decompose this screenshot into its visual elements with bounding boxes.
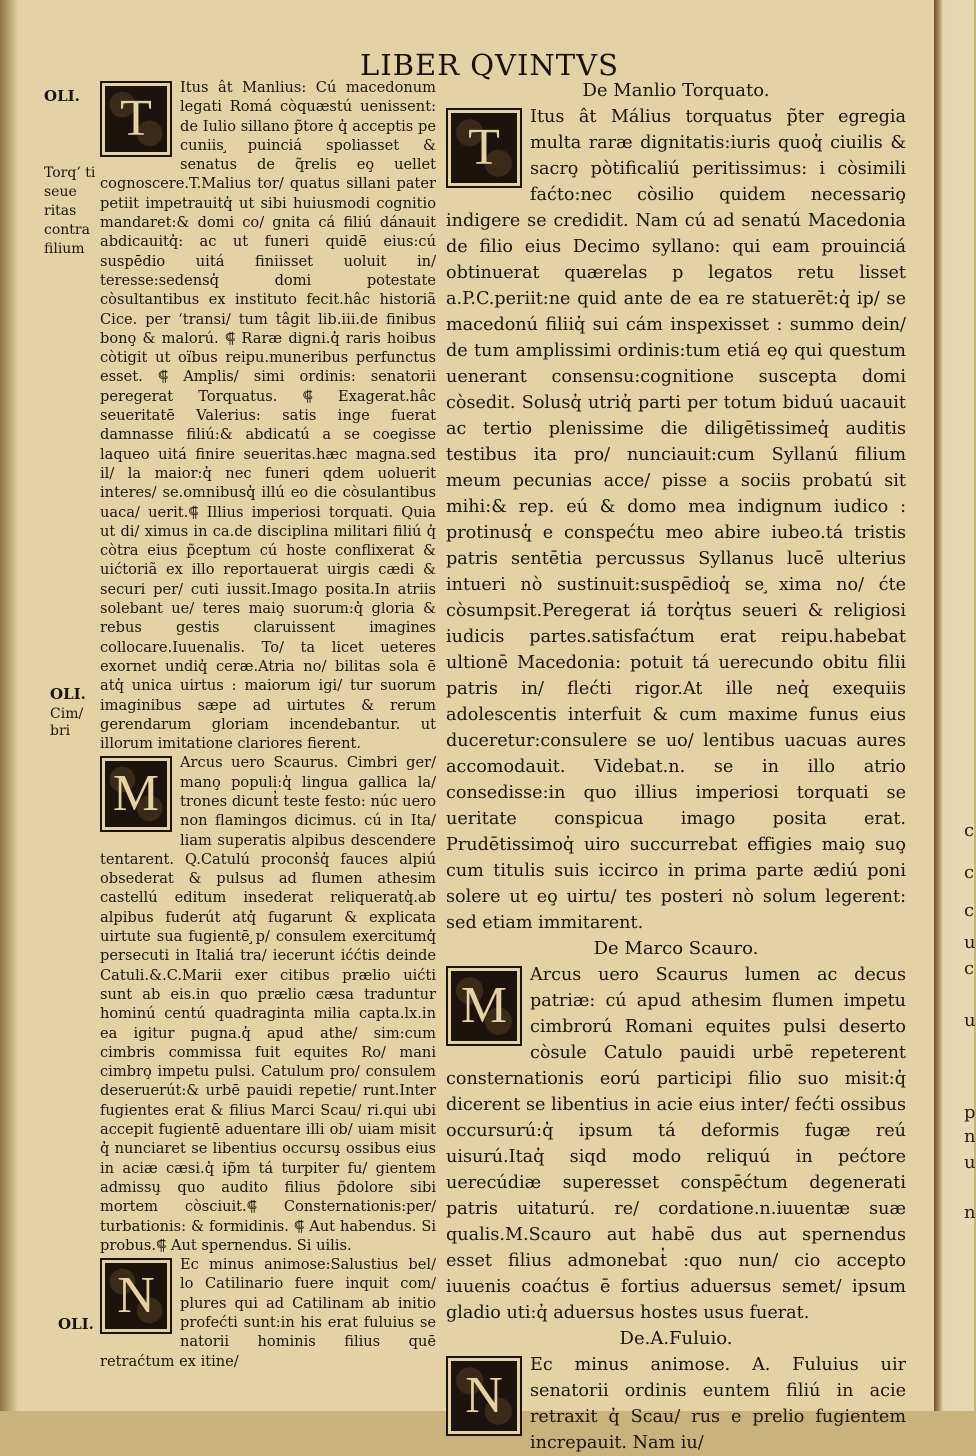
- edge-letter: n: [964, 1126, 976, 1147]
- edge-letter: c: [964, 820, 975, 841]
- edge-letter: p: [964, 1102, 976, 1123]
- decorated-initial: N: [100, 1258, 172, 1334]
- adjacent-page-edge: [934, 0, 974, 1411]
- main-text: Itus ât Málius torquatus p̃ter egregia multa raræ dignitatis:iuris quoq̓ ciuilis & sacro̧ pòtificaliú peritissimus: i còsimili faćto:nec còsilio quidem necessario̧ indigere se credidit. Nam cú ad senatú Macedonia de filio eius Decimo syllano: qui eam prouinciá obtinuerat quærelas p legatos retu lisset a.P.C.periit:ne quid ante de ea re statuerēt:q̓ ip/ se macedonú filiiq̓ sui cám inspexisset : summo dein/ de tum amplissimi ordinis:tum etiá eo̧ qui questum uenerant consensu:cognitione suscepta domi còsedit. Solusq̓ utriq̓ parti per totum biduú uacauit ac tertio plenissime die diligētissimeq̓ auditis testibus ita pro/ nunciauit:cum Syllanú filium meum pecunias acce/ pisse a sociis probatú sit mihi:& rep. eú & domo mea indignum iudico : protinusq̓ e conspećtu meo abire iubeo.tá tristis patris sentētia percussus Syllanus lucē ulterius intueri nò sustinuit:suspēdioq̓ se ̧xima no/ ćte còsumpsit.Peregerat iá torq̓tus seueri & religiosi iudicis partes.satisfaćtum erat reipu.habebat ultionē Macedonia: potuit tá uerecundo obitu filii patris in/ flećti rigor.At ille neq̓ exequiis adolescentis interfuit & cum maxime funus eius duceretur:consulere se uo/ lentibus uacuas aures accomodauit. Videbat.n. se in illo atrio consedisse:in quo illius imperiosi torquati se ueritate conspicua imago posita erat. Prudētissimoq̓ uiro succurrebat effigies maio̧ suo̧ cum titulis suis iccirco in prima parte ædiú poni solere ut eo̧ uirtu/ tes posteri nò solum legerent: sed etiam immitarent.: [446, 107, 906, 933]
- main-text-column: [446, 78, 906, 1456]
- section-heading: De.A.Fuluio.: [619, 1328, 733, 1349]
- commentary-paragraph: [100, 78, 436, 753]
- main-text: Ec minus animose. A. Fuluius uir senatorii ordinis euntem filiú in acie retraxit q̓ Scau/ rus e prelio fugientem increpauit. Nam iu/: [530, 1355, 906, 1453]
- running-head: LIBER QVINTVS: [360, 48, 619, 82]
- margin-note-olim: OLI.: [50, 685, 86, 703]
- margin-note-torquatus: Torq’ ti seue ritas contra filium: [44, 165, 96, 257]
- decorated-initial: M: [100, 756, 172, 832]
- edge-letter: n: [964, 1202, 976, 1223]
- decorated-initial: T: [446, 108, 522, 188]
- gutter-shadow: [0, 0, 18, 1411]
- commentary-paragraph: [100, 1255, 436, 1371]
- decorated-initial: T: [100, 81, 172, 157]
- margin-note-olim: OLI.: [44, 87, 80, 105]
- edge-letter: u: [964, 1152, 976, 1173]
- commentary-paragraph: [100, 753, 436, 1255]
- edge-letter: u: [964, 932, 976, 953]
- edge-letter: c: [964, 900, 975, 921]
- edge-letter: u: [964, 1010, 976, 1031]
- commentary-text: Arcus uero Scaurus. Cimbri ger/ mano̧ populi:q̓ lingua gallica la/ trones dicunt̓ teste festo: núc uero non flamingos dicimus. cú in Ita/ liam superatis alpibus descendere tentarent. Q.Catulú procons̓q̓ fauces alpiú obsederat & pulsus ad flumen athesim castellú editum insederat reliqueratq̓.ab alpibus fuderút atq̓ fugarunt & explicata uirtute sua fugientē ̧p/ consulem exercitumq̓ persecuti in Italiá tra/ iecerunt iććtis deinde Catuli.&.C.Marii exer citibus prælio uićti sunt ab eis.in quo prælio cæsa traduntur hominú centú quadraginta milia capta.lx.in ea igitur pugna.q̓ apud athe/ sim:cum cimbris commissa fuit equites Ro/ mani cimbro̧ impetu pulsi. Catulum pro/ consulem deseruerút:& urbē pauidi repetie/ runt.Inter fugientes erat & filius Marci Scau/ ri.qui ubi accepit fugientē aduentare illi ob/ uiam misit q̓ nunciaret se libentius occursu̧ ossibus eius in aciæ cæsi.q̓ ip̃m tá turpiter fu/ gientem admissu̧ quo audito filius p̃dolore sibi mortem còsciuit.⸿ Consternationis:per/ turbationis: & formidinis. ⸿ Aut habendus. Si probus.⸿ Aut spernendus. Si uilis.: [100, 754, 436, 1254]
- commentary-text: Ec minus animose:Salustius bel/ lo Catilinario fuere inquit com/ plures qui ad Catilinam ab initio profećti sunt:in his erat fuluius se natorii hominis filius quē retraćtum ex itine/: [100, 1256, 436, 1370]
- edge-letter: c: [964, 958, 975, 979]
- main-paragraph: [446, 104, 906, 936]
- main-paragraph: [446, 1352, 906, 1456]
- commentary-column: [100, 78, 436, 1371]
- commentary-text: Itus ât Manlius: Cú macedonum legati Romá còquæstú uenissent: de Iulio sillano p̃tore q̓ acceptis pe cuniis ̧puinciá spoliasset & senatus de q̃relis eo̧ uellet cognoscere.T.Malius tor/ quatus sillani pater petiit impetrauitq̓ ut sibi huiusmodi cognitio mandaret:& domi co/ gnita cá filiú dánauit abdicauitq̓: ac ut funeri quidē eius:cú suspēdio uitá finiisset uoluit in/ teresse:sedensq̓ domi potestate còsultantibus ex instituto fecit.hâc historiã Cice. per ‘transi/ tum tâgit lib.iii.de finibus bono̧ & malorú. ⸿ Raræ digni.q̓ raris hoibus còtigit ut oïbus reipu.muneribus perfunctus esset. ⸿ Amplis/ simi ordinis: senatorii peregerat Torquatus. ⸿ Exagerat.hâc seueritatē Valerius: satis inge fuerat damnasse filiú:& abdicatú a se coegisse laqueo uitá finire seueritas.hæc magna.sed il/ la maior:q̓ nec funeri qdem uoluerit interes/ se.omnibusq̓ illú eo die còsulantibus uaca/ uerit.⸿ Illius imperiosi torquati. Quia ut di/ ximus in ca.de disciplina militari filiú q̓ còtra eius p̃ceptum cú hoste conflixerat & uićtoriã ex illo reportauerat uirgis cædi & securi per/ cuti iussit.Imago posita.In atriis solebant ue/ teres maio̧ suorum:q̓ gloria & rebus gestis claruissent imagines collocare.Iuuenalis. To/ ta licet ueteres exornet undiq̓ ceræ.Atria no/ bilitas sola ē atq̓ unica uirtus : maiorum igi/ tur suorum imaginibus sæpe ad uirtutes & rerum gerendarum gloriam incendebantur. ut illorum imitatione clariores fierent.: [100, 79, 436, 753]
- decorated-initial: N: [446, 1356, 522, 1436]
- margin-note-cimbri: Cim/ bri: [50, 706, 84, 739]
- margin-note-olim: OLI.: [58, 1315, 94, 1333]
- section-heading: De Marco Scauro.: [593, 938, 759, 959]
- decorated-initial: M: [446, 966, 522, 1046]
- edge-letter: c: [964, 862, 975, 883]
- section-heading: De Manlio Torquato.: [582, 80, 770, 101]
- main-text: Arcus uero Scaurus lumen ac decus patriæ: cú apud athesim flumen impetu cimbrorú Romani equites pulsi deserto còsule Catulo pauidi urbē repeterent consternationis eorú participi filio suo misit:q̓ dicerent se libentius in acie eius inter/ fećti ossibus occursurú:q̓ ipsum tá deformis fugæ reú uisurú.Itaq̓ siqd modo reliquú in pećtore uerecúdiæ superesset conspēćtum degenerati patris uitaturú. re/ cordatione.n.iuuentæ suæ qualis.M.Scauro aut habē dus aut spernendus esset filius admonebat̓ :quo nun/ cio accepto iuuenis coaćtus ē fortius aduersus semet/ ipsum gladio uti:q̓ aduersus hostes usus fuerat.: [446, 965, 906, 1323]
- main-paragraph: [446, 962, 906, 1326]
